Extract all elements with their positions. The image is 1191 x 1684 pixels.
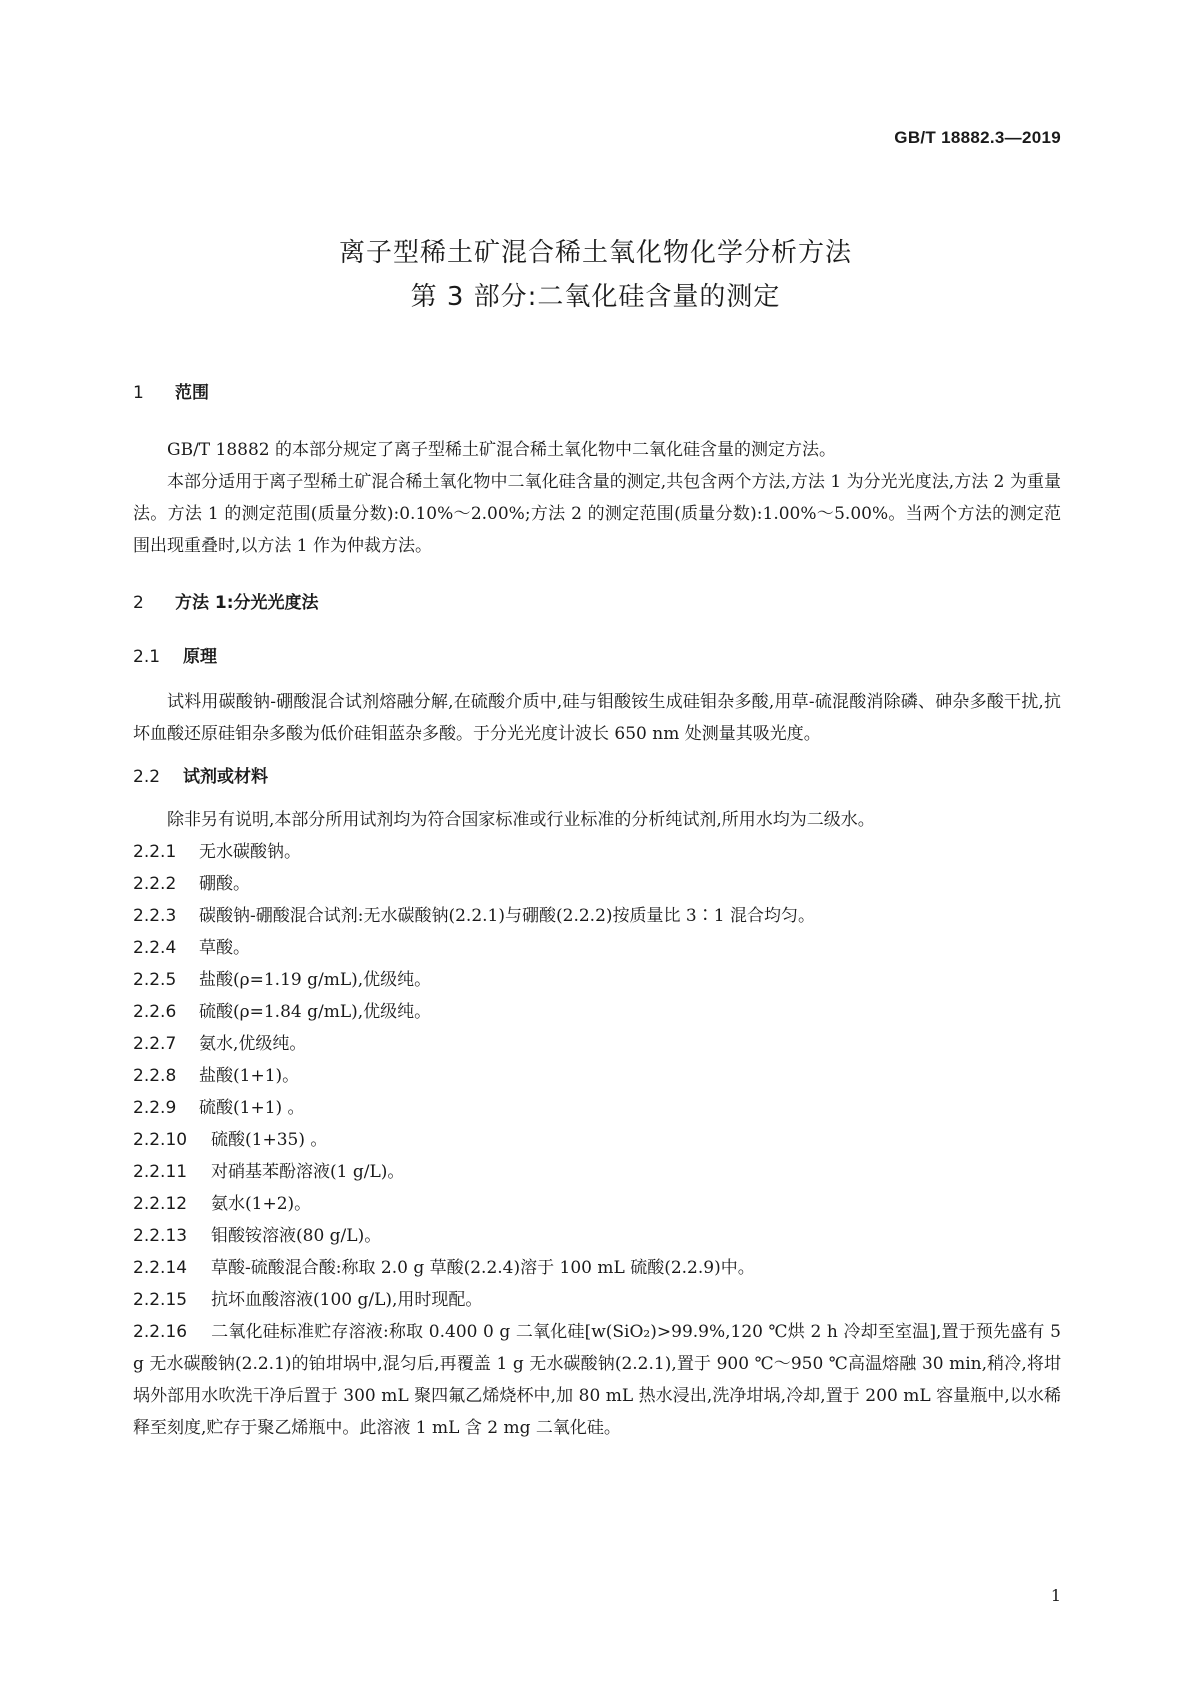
section-title: 原理 <box>183 647 217 667</box>
list-item <box>133 1316 1061 1444</box>
section-number: 1 <box>133 383 144 403</box>
item-number: 2.2.5 <box>133 970 177 990</box>
list-item <box>133 932 1061 964</box>
section-title: 试剂或材料 <box>183 767 268 787</box>
list-item <box>133 1156 1061 1188</box>
item-text: 二氧化硅标准贮存溶液:称取 0.400 0 g 二氧化硅[w(SiO₂)>99.9%,120 ℃烘 2 h 冷却至室温],置于预先盛有 5 g 无水碳酸钠(2.2.1)的铂坩埚中,混匀后,再覆盖 1 g 无水碳酸钠(2.2.1),置于 900 ℃～950 ℃高温熔融 30 min,稍冷,将坩埚外部用水吹洗干净后置于 300 mL 聚四氟乙烯烧杯中,加 80 mL 热水浸出,洗净坩埚,冷却,置于 200 mL 容量瓶中,以水稀释至刻度,贮存于聚乙烯瓶中。此溶液 1 mL 含 2 mg 二氧化硅。 <box>133 1322 1061 1438</box>
item-text: 硫酸(1+35) 。 <box>211 1130 328 1150</box>
list-item <box>133 996 1061 1028</box>
item-number: 2.2.12 <box>133 1194 188 1214</box>
list-item <box>133 1220 1061 1252</box>
item-number: 2.2.7 <box>133 1034 177 1054</box>
item-text: 盐酸(ρ=1.19 g/mL),优级纯。 <box>199 970 432 990</box>
section-title: 范围 <box>175 383 209 403</box>
list-item <box>133 1092 1061 1124</box>
item-number: 2.2.4 <box>133 938 177 958</box>
section-2-heading <box>133 588 1061 618</box>
section-number: 2.1 <box>133 647 161 667</box>
section-number: 2.2 <box>133 767 161 787</box>
item-text: 硫酸(1+1) 。 <box>199 1098 305 1118</box>
item-number: 2.2.10 <box>133 1130 188 1150</box>
section-1-heading <box>133 378 1061 408</box>
list-item <box>133 1028 1061 1060</box>
item-text: 硫酸(ρ=1.84 g/mL),优级纯。 <box>199 1002 432 1022</box>
item-number: 2.2.2 <box>133 874 177 894</box>
list-item <box>133 1284 1061 1316</box>
item-text: 盐酸(1+1)。 <box>199 1066 300 1086</box>
page-number: 1 <box>1050 1586 1061 1605</box>
item-number: 2.2.14 <box>133 1258 188 1278</box>
item-text: 抗坏血酸溶液(100 g/L),用时现配。 <box>211 1290 483 1310</box>
list-item <box>133 1124 1061 1156</box>
document-title-line1: 离子型稀土矿混合稀土氧化物化学分析方法 <box>338 238 852 268</box>
list-item <box>133 964 1061 996</box>
item-text: 氨水,优级纯。 <box>199 1034 307 1054</box>
item-number: 2.2.15 <box>133 1290 188 1310</box>
list-item <box>133 900 1061 932</box>
list-item <box>133 868 1061 900</box>
paragraph: 试料用碳酸钠-硼酸混合试剂熔融分解,在硫酸介质中,硅与钼酸铵生成硅钼杂多酸,用草-硫混酸消除磷、砷杂多酸干扰,抗坏血酸还原硅钼杂多酸为低价硅钼蓝杂多酸。于分光光度计波长 650 nm 处测量其吸光度。 <box>133 692 1061 744</box>
item-number: 2.2.11 <box>133 1162 188 1182</box>
section-2-2-heading <box>133 762 1061 792</box>
item-text: 氨水(1+2)。 <box>211 1194 312 1214</box>
list-item <box>133 1188 1061 1220</box>
item-text: 对硝基苯酚溶液(1 g/L)。 <box>211 1162 405 1182</box>
item-text: 碳酸钠-硼酸混合试剂:无水碳酸钠(2.2.1)与硼酸(2.2.2)按质量比 3∶1 混合均匀。 <box>199 906 815 926</box>
list-item <box>133 1060 1061 1092</box>
section-title: 方法 1:分光光度法 <box>175 593 319 613</box>
item-number: 2.2.6 <box>133 1002 177 1022</box>
item-number: 2.2.1 <box>133 842 177 862</box>
document-body <box>133 378 1061 1444</box>
list-item <box>133 836 1061 868</box>
item-text: 草酸。 <box>199 938 250 958</box>
standard-code: GB/T 18882.3—2019 <box>894 128 1061 147</box>
item-text: 硼酸。 <box>199 874 250 894</box>
item-number: 2.2.13 <box>133 1226 188 1246</box>
item-number: 2.2.16 <box>133 1322 188 1342</box>
item-number: 2.2.8 <box>133 1066 177 1086</box>
list-item <box>133 1252 1061 1284</box>
item-number: 2.2.3 <box>133 906 177 926</box>
item-number: 2.2.9 <box>133 1098 177 1118</box>
document-title-line2: 第 3 部分:二氧化硅含量的测定 <box>410 282 781 312</box>
section-2-1-heading <box>133 642 1061 672</box>
item-text: 无水碳酸钠。 <box>199 842 301 862</box>
section-number: 2 <box>133 593 144 613</box>
item-text: 钼酸铵溶液(80 g/L)。 <box>211 1226 382 1246</box>
item-text: 草酸-硫酸混合酸:称取 2.0 g 草酸(2.2.4)溶于 100 mL 硫酸(2.2.9)中。 <box>211 1258 755 1278</box>
reagent-list <box>133 836 1061 1444</box>
paragraph: 除非另有说明,本部分所用试剂均为符合国家标准或行业标准的分析纯试剂,所用水均为二级水。 <box>167 810 875 830</box>
paragraph: 本部分适用于离子型稀土矿混合稀土氧化物中二氧化硅含量的测定,共包含两个方法,方法 1 为分光光度法,方法 2 为重量法。方法 1 的测定范围(质量分数):0.10%～2.00%;方法 2 的测定范围(质量分数):1.00%～5.00%。当两个方法的测定范围出现重叠时,以方法 1 作为仲裁方法。 <box>133 472 1061 556</box>
paragraph: GB/T 18882 的本部分规定了离子型稀土矿混合稀土氧化物中二氧化硅含量的测定方法。 <box>167 440 837 460</box>
